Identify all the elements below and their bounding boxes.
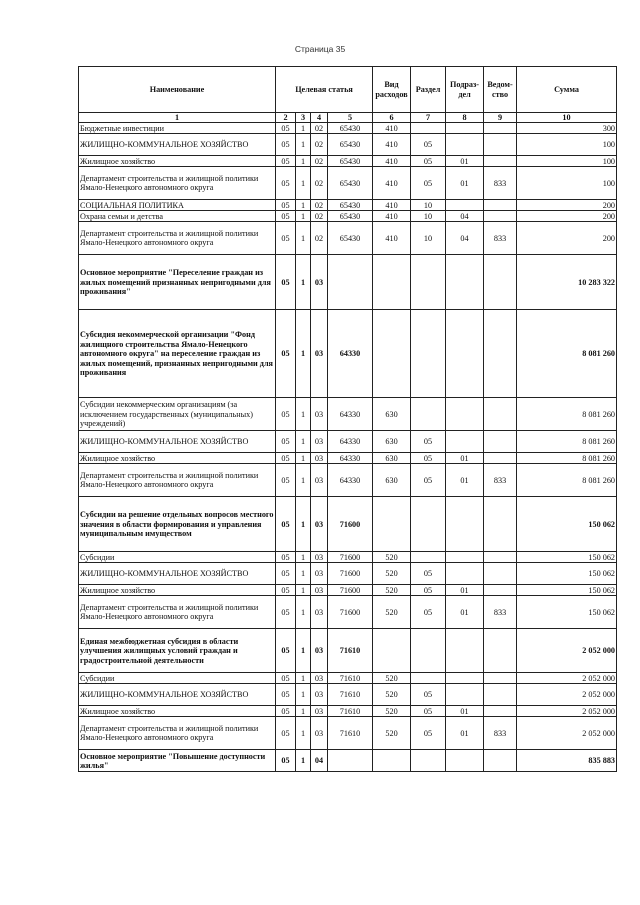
cell-expense-type: 630 [373, 398, 411, 431]
cell-department [484, 552, 517, 563]
cell-expense-type: 410 [373, 123, 411, 134]
cell-name: Жилищное хозяйство [79, 585, 276, 596]
cell-target-activity: 03 [311, 453, 328, 464]
cell-target-program: 05 [276, 750, 296, 772]
cell-subsection [446, 673, 484, 684]
cell-target-code: 71600 [328, 585, 373, 596]
cell-expense-type: 520 [373, 706, 411, 717]
cell-department [484, 453, 517, 464]
cell-sum: 100 [517, 167, 617, 200]
cell-department [484, 123, 517, 134]
table-row [79, 585, 617, 596]
cell-target-subprogram: 1 [296, 563, 311, 585]
column-number: 8 [446, 113, 484, 123]
cell-department [484, 398, 517, 431]
cell-target-program: 05 [276, 585, 296, 596]
cell-expense-type: 410 [373, 156, 411, 167]
cell-target-activity: 04 [311, 750, 328, 772]
cell-section: 05 [411, 706, 446, 717]
cell-department [484, 585, 517, 596]
cell-sum: 150 062 [517, 585, 617, 596]
cell-target-program: 05 [276, 398, 296, 431]
column-number: 7 [411, 113, 446, 123]
cell-section [411, 629, 446, 673]
cell-department [484, 684, 517, 706]
cell-section [411, 398, 446, 431]
cell-sum: 8 081 260 [517, 398, 617, 431]
cell-sum: 2 052 000 [517, 717, 617, 750]
cell-sum: 2 052 000 [517, 629, 617, 673]
table-row [79, 156, 617, 167]
column-number: 2 [276, 113, 296, 123]
cell-section [411, 750, 446, 772]
cell-sum: 8 081 260 [517, 453, 617, 464]
cell-target-subprogram: 1 [296, 167, 311, 200]
cell-sum: 100 [517, 134, 617, 156]
header-department: Ведом-ство [484, 67, 517, 113]
cell-target-subprogram: 1 [296, 585, 311, 596]
cell-target-activity: 03 [311, 464, 328, 497]
cell-target-code: 71610 [328, 684, 373, 706]
cell-target-subprogram: 1 [296, 750, 311, 772]
cell-expense-type: 520 [373, 585, 411, 596]
cell-name: ЖИЛИЩНО-КОММУНАЛЬНОЕ ХОЗЯЙСТВО [79, 431, 276, 453]
table-row [79, 706, 617, 717]
header-section: Раздел [411, 67, 446, 113]
cell-subsection [446, 684, 484, 706]
cell-section: 05 [411, 596, 446, 629]
header-row [79, 67, 617, 113]
cell-target-subprogram: 1 [296, 310, 311, 398]
table-row [79, 431, 617, 453]
cell-target-program: 05 [276, 629, 296, 673]
column-number: 9 [484, 113, 517, 123]
cell-section: 05 [411, 585, 446, 596]
cell-name: СОЦИАЛЬНАЯ ПОЛИТИКА [79, 200, 276, 211]
cell-target-subprogram: 1 [296, 134, 311, 156]
cell-target-program: 05 [276, 200, 296, 211]
cell-name: Жилищное хозяйство [79, 156, 276, 167]
header-sum: Сумма [517, 67, 617, 113]
cell-name: ЖИЛИЩНО-КОММУНАЛЬНОЕ ХОЗЯЙСТВО [79, 134, 276, 156]
cell-target-program: 05 [276, 123, 296, 134]
cell-department [484, 156, 517, 167]
header-target: Целевая статья [276, 67, 373, 113]
cell-expense-type: 410 [373, 134, 411, 156]
table-row [79, 750, 617, 772]
cell-subsection [446, 310, 484, 398]
cell-expense-type: 410 [373, 222, 411, 255]
cell-section [411, 255, 446, 310]
cell-section: 05 [411, 134, 446, 156]
cell-department [484, 706, 517, 717]
cell-section [411, 310, 446, 398]
cell-name: Субсидии [79, 552, 276, 563]
cell-sum: 8 081 260 [517, 464, 617, 497]
cell-target-activity: 03 [311, 596, 328, 629]
cell-sum: 150 062 [517, 552, 617, 563]
cell-name: Основное мероприятие "Переселение граждан из жилых помещений признанных непригодными для проживания" [79, 255, 276, 310]
table-row [79, 673, 617, 684]
cell-target-activity: 03 [311, 717, 328, 750]
cell-target-code: 64330 [328, 453, 373, 464]
cell-sum: 150 062 [517, 497, 617, 552]
cell-name: Департамент строительства и жилищной политики Ямало-Ненецкого автономного округа [79, 167, 276, 200]
cell-target-code: 71600 [328, 563, 373, 585]
cell-section [411, 497, 446, 552]
cell-name: Субсидия некоммерческой организации "Фонд жилищного строительства Ямало-Ненецкого автономного округа" на переселение граждан из жилых помещений, признанных непригодными для проживания [79, 310, 276, 398]
cell-target-subprogram: 1 [296, 717, 311, 750]
cell-subsection: 01 [446, 717, 484, 750]
column-number: 1 [79, 113, 276, 123]
cell-expense-type [373, 750, 411, 772]
cell-target-code: 64330 [328, 310, 373, 398]
cell-target-program: 05 [276, 453, 296, 464]
cell-section: 05 [411, 156, 446, 167]
cell-department [484, 431, 517, 453]
cell-department [484, 629, 517, 673]
cell-section: 05 [411, 464, 446, 497]
cell-target-code: 64330 [328, 431, 373, 453]
cell-section: 05 [411, 717, 446, 750]
cell-expense-type: 520 [373, 563, 411, 585]
cell-sum: 8 081 260 [517, 310, 617, 398]
cell-section [411, 673, 446, 684]
cell-target-code: 65430 [328, 167, 373, 200]
cell-target-code [328, 255, 373, 310]
cell-target-code: 65430 [328, 200, 373, 211]
cell-target-code: 65430 [328, 123, 373, 134]
cell-subsection [446, 255, 484, 310]
cell-subsection: 01 [446, 156, 484, 167]
cell-sum: 10 283 322 [517, 255, 617, 310]
cell-name: ЖИЛИЩНО-КОММУНАЛЬНОЕ ХОЗЯЙСТВО [79, 684, 276, 706]
cell-target-subprogram: 1 [296, 398, 311, 431]
cell-target-activity: 02 [311, 211, 328, 222]
cell-department [484, 255, 517, 310]
cell-target-subprogram: 1 [296, 706, 311, 717]
cell-subsection: 01 [446, 596, 484, 629]
cell-target-activity: 02 [311, 123, 328, 134]
cell-sum: 200 [517, 200, 617, 211]
cell-target-activity: 03 [311, 684, 328, 706]
cell-sum: 150 062 [517, 563, 617, 585]
cell-sum: 300 [517, 123, 617, 134]
cell-section [411, 552, 446, 563]
cell-name: Департамент строительства и жилищной политики Ямало-Ненецкого автономного округа [79, 222, 276, 255]
cell-expense-type [373, 497, 411, 552]
cell-target-activity: 03 [311, 552, 328, 563]
cell-target-subprogram: 1 [296, 255, 311, 310]
cell-name: Охрана семьи и детства [79, 211, 276, 222]
cell-department [484, 750, 517, 772]
column-number: 5 [328, 113, 373, 123]
column-number: 6 [373, 113, 411, 123]
cell-target-program: 05 [276, 431, 296, 453]
cell-department [484, 563, 517, 585]
table-row [79, 684, 617, 706]
cell-department [484, 673, 517, 684]
cell-subsection [446, 497, 484, 552]
cell-target-subprogram: 1 [296, 673, 311, 684]
cell-sum: 200 [517, 211, 617, 222]
cell-name: Субсидии некоммерческим организациям (за исключением государственных (муниципальных) учреждений) [79, 398, 276, 431]
cell-expense-type: 630 [373, 464, 411, 497]
cell-target-activity: 03 [311, 310, 328, 398]
cell-subsection [446, 629, 484, 673]
cell-subsection: 01 [446, 453, 484, 464]
table-row [79, 134, 617, 156]
cell-target-subprogram: 1 [296, 200, 311, 211]
table-row [79, 563, 617, 585]
cell-target-subprogram: 1 [296, 222, 311, 255]
cell-target-program: 05 [276, 673, 296, 684]
cell-target-program: 05 [276, 156, 296, 167]
cell-target-code: 64330 [328, 464, 373, 497]
cell-subsection: 04 [446, 222, 484, 255]
cell-target-subprogram: 1 [296, 464, 311, 497]
cell-name: Бюджетные инвестиции [79, 123, 276, 134]
cell-target-activity: 03 [311, 255, 328, 310]
cell-target-program: 05 [276, 310, 296, 398]
cell-subsection [446, 563, 484, 585]
cell-subsection: 01 [446, 464, 484, 497]
cell-sum: 2 052 000 [517, 706, 617, 717]
cell-target-subprogram: 1 [296, 156, 311, 167]
cell-target-subprogram: 1 [296, 211, 311, 222]
cell-name: Департамент строительства и жилищной политики Ямало-Ненецкого автономного округа [79, 717, 276, 750]
table-row [79, 167, 617, 200]
cell-target-activity: 03 [311, 629, 328, 673]
cell-target-program: 05 [276, 134, 296, 156]
cell-target-program: 05 [276, 717, 296, 750]
cell-department [484, 497, 517, 552]
cell-section: 10 [411, 200, 446, 211]
cell-target-program: 05 [276, 497, 296, 552]
cell-target-subprogram: 1 [296, 684, 311, 706]
cell-target-code [328, 750, 373, 772]
cell-sum: 150 062 [517, 596, 617, 629]
cell-expense-type [373, 629, 411, 673]
cell-target-activity: 03 [311, 563, 328, 585]
cell-target-program: 05 [276, 255, 296, 310]
cell-sum: 100 [517, 156, 617, 167]
cell-subsection [446, 552, 484, 563]
table-row [79, 222, 617, 255]
cell-section: 05 [411, 684, 446, 706]
cell-target-program: 05 [276, 552, 296, 563]
cell-expense-type [373, 310, 411, 398]
cell-expense-type [373, 255, 411, 310]
cell-target-subprogram: 1 [296, 596, 311, 629]
cell-name: Субсидии на решение отдельных вопросов местного значения в области формирования и управления муниципальным имуществом [79, 497, 276, 552]
table-row [79, 123, 617, 134]
cell-subsection [446, 431, 484, 453]
cell-expense-type: 520 [373, 717, 411, 750]
cell-target-program: 05 [276, 684, 296, 706]
cell-name: Субсидии [79, 673, 276, 684]
table-row [79, 200, 617, 211]
cell-section: 05 [411, 563, 446, 585]
cell-target-code: 71600 [328, 497, 373, 552]
table-row [79, 629, 617, 673]
cell-section: 05 [411, 453, 446, 464]
cell-department [484, 134, 517, 156]
cell-target-code: 71600 [328, 552, 373, 563]
cell-section: 05 [411, 431, 446, 453]
cell-target-code: 65430 [328, 222, 373, 255]
table-row [79, 453, 617, 464]
table-row [79, 255, 617, 310]
cell-target-program: 05 [276, 222, 296, 255]
cell-subsection: 01 [446, 167, 484, 200]
cell-target-code: 71600 [328, 596, 373, 629]
cell-target-activity: 02 [311, 222, 328, 255]
cell-name: ЖИЛИЩНО-КОММУНАЛЬНОЕ ХОЗЯЙСТВО [79, 563, 276, 585]
cell-section: 10 [411, 222, 446, 255]
column-number: 10 [517, 113, 617, 123]
column-number: 3 [296, 113, 311, 123]
cell-department [484, 200, 517, 211]
cell-target-activity: 02 [311, 134, 328, 156]
cell-department: 833 [484, 167, 517, 200]
table-row [79, 211, 617, 222]
table-row [79, 552, 617, 563]
table-row [79, 497, 617, 552]
cell-subsection [446, 750, 484, 772]
cell-subsection: 01 [446, 706, 484, 717]
cell-target-activity: 02 [311, 200, 328, 211]
cell-name: Департамент строительства и жилищной политики Ямало-Ненецкого автономного округа [79, 464, 276, 497]
cell-target-activity: 03 [311, 585, 328, 596]
cell-sum: 8 081 260 [517, 431, 617, 453]
cell-target-activity: 03 [311, 431, 328, 453]
cell-department: 833 [484, 464, 517, 497]
cell-expense-type: 410 [373, 200, 411, 211]
cell-target-code: 71610 [328, 706, 373, 717]
cell-target-subprogram: 1 [296, 431, 311, 453]
cell-subsection: 04 [446, 211, 484, 222]
table-row [79, 717, 617, 750]
header-subsection: Подраз-дел [446, 67, 484, 113]
cell-target-subprogram: 1 [296, 497, 311, 552]
cell-target-program: 05 [276, 167, 296, 200]
cell-target-code: 65430 [328, 211, 373, 222]
cell-target-code: 65430 [328, 156, 373, 167]
cell-target-code: 64330 [328, 398, 373, 431]
cell-name: Департамент строительства и жилищной политики Ямало-Ненецкого автономного округа [79, 596, 276, 629]
cell-subsection [446, 200, 484, 211]
cell-expense-type: 520 [373, 596, 411, 629]
cell-name: Основное мероприятие "Повышение доступности жилья" [79, 750, 276, 772]
cell-sum: 2 052 000 [517, 684, 617, 706]
cell-subsection [446, 398, 484, 431]
cell-expense-type: 630 [373, 431, 411, 453]
column-number: 4 [311, 113, 328, 123]
budget-table [78, 66, 617, 772]
cell-department [484, 211, 517, 222]
cell-expense-type: 630 [373, 453, 411, 464]
cell-target-subprogram: 1 [296, 453, 311, 464]
cell-target-activity: 02 [311, 167, 328, 200]
cell-section: 10 [411, 211, 446, 222]
cell-sum: 835 883 [517, 750, 617, 772]
cell-target-subprogram: 1 [296, 629, 311, 673]
cell-target-code: 65430 [328, 134, 373, 156]
cell-section [411, 123, 446, 134]
column-number-row [79, 113, 617, 123]
cell-sum: 2 052 000 [517, 673, 617, 684]
cell-target-subprogram: 1 [296, 123, 311, 134]
cell-target-program: 05 [276, 706, 296, 717]
cell-target-subprogram: 1 [296, 552, 311, 563]
table-row [79, 310, 617, 398]
cell-target-code: 71610 [328, 629, 373, 673]
cell-target-program: 05 [276, 596, 296, 629]
cell-name: Жилищное хозяйство [79, 706, 276, 717]
cell-expense-type: 410 [373, 211, 411, 222]
cell-target-program: 05 [276, 563, 296, 585]
cell-subsection [446, 123, 484, 134]
cell-target-activity: 03 [311, 497, 328, 552]
cell-target-code: 71610 [328, 673, 373, 684]
cell-target-activity: 02 [311, 156, 328, 167]
cell-department [484, 310, 517, 398]
cell-sum: 200 [517, 222, 617, 255]
cell-expense-type: 410 [373, 167, 411, 200]
cell-target-activity: 03 [311, 398, 328, 431]
cell-department: 833 [484, 596, 517, 629]
cell-department: 833 [484, 717, 517, 750]
cell-subsection: 01 [446, 585, 484, 596]
cell-subsection [446, 134, 484, 156]
header-name: Наименование [79, 67, 276, 113]
cell-target-activity: 03 [311, 706, 328, 717]
cell-name: Единая межбюджетная субсидия в области улучшения жилищных условий граждан и градостроительной деятельности [79, 629, 276, 673]
cell-section: 05 [411, 167, 446, 200]
cell-expense-type: 520 [373, 673, 411, 684]
cell-target-code: 71610 [328, 717, 373, 750]
cell-target-activity: 03 [311, 673, 328, 684]
table-row [79, 464, 617, 497]
cell-target-program: 05 [276, 464, 296, 497]
cell-expense-type: 520 [373, 684, 411, 706]
table-row [79, 596, 617, 629]
cell-name: Жилищное хозяйство [79, 453, 276, 464]
cell-department: 833 [484, 222, 517, 255]
page-number-label: Страница 35 [294, 44, 346, 54]
table-row [79, 398, 617, 431]
cell-target-program: 05 [276, 211, 296, 222]
header-expense-type: Вид расходов [373, 67, 411, 113]
cell-expense-type: 520 [373, 552, 411, 563]
